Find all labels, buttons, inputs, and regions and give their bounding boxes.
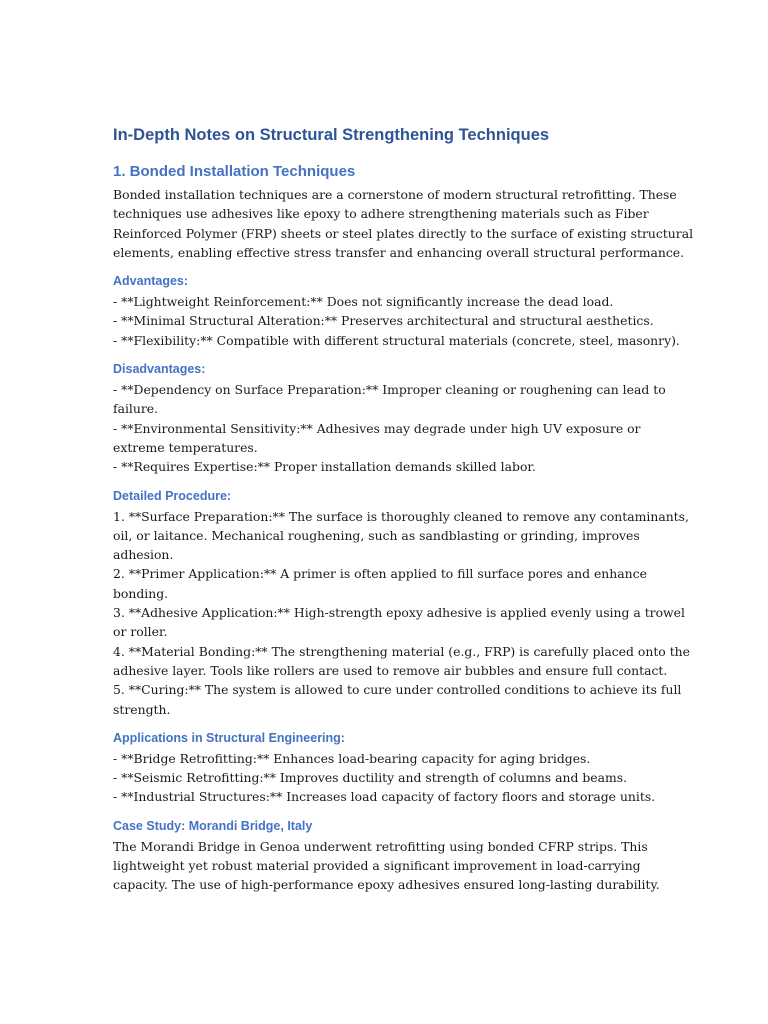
procedure-line: adhesive layer. Tools like rollers are used to remove air bubbles and ensure full contact. (113, 662, 668, 678)
advantage-item: - **Lightweight Reinforcement:** Does not significantly increase the dead load. (113, 294, 614, 310)
disadvantage-line: extreme temperatures. (113, 439, 258, 455)
procedure-list (113, 507, 690, 719)
intro-line: techniques use adhesives like epoxy to adhere strengthening materials such as Fiber (113, 206, 649, 222)
intro-line: Reinforced Polymer (FRP) sheets or steel plates directly to the surface of existing structural (113, 225, 694, 241)
intro-line: Bonded installation techniques are a cornerstone of modern structural retrofitting. These (113, 187, 677, 202)
applications-heading: Applications in Structural Engineering: (113, 730, 345, 745)
application-item: - **Seismic Retrofitting:** Improves ductility and strength of columns and beams. (113, 770, 628, 786)
procedure-line: or roller. (113, 624, 168, 640)
advantage-item: - **Flexibility:** Compatible with different structural materials (concrete, steel, masonry). (113, 332, 680, 348)
disadvantage-line: - **Requires Expertise:** Proper installation demands skilled labor. (113, 459, 536, 475)
disadvantages-heading: Disadvantages: (113, 362, 206, 377)
procedure-line: 1. **Surface Preparation:** The surface is thoroughly cleaned to remove any contaminants, (113, 508, 689, 524)
case-study-heading: Case Study: Morandi Bridge, Italy (113, 818, 313, 833)
case-study-line: lightweight yet robust material provided a significant improvement in load-carrying (113, 858, 641, 874)
document-content (113, 124, 694, 895)
intro-paragraph (113, 185, 694, 262)
procedure-line: 3. **Adhesive Application:** High-strength epoxy adhesive is applied evenly using a trowel (113, 605, 685, 621)
procedure-line: 5. **Curing:** The system is allowed to cure under controlled conditions to achieve its full (113, 682, 682, 698)
procedure-line: 2. **Primer Application:** A primer is often applied to fill surface pores and enhance (113, 566, 647, 582)
disadvantage-line: failure. (113, 401, 159, 417)
intro-line: elements, enabling effective stress transfer and enhancing overall structural performance. (113, 244, 685, 260)
application-item: - **Bridge Retrofitting:** Enhances load-bearing capacity for aging bridges. (113, 750, 591, 766)
procedure-line: 4. **Material Bonding:** The strengthening material (e.g., FRP) is carefully placed onto the (113, 643, 690, 659)
procedure-line: adhesion. (113, 547, 174, 563)
case-study-line: capacity. The use of high-performance epoxy adhesives ensured long-lasting durability. (113, 877, 660, 893)
disadvantages-list (113, 380, 666, 476)
disadvantage-line: - **Environmental Sensitivity:** Adhesives may degrade under high UV exposure or (113, 420, 641, 436)
document-title: In-Depth Notes on Structural Strengthening Techniques (113, 126, 550, 144)
procedure-line: strength. (113, 701, 171, 717)
procedure-heading: Detailed Procedure: (113, 488, 232, 503)
advantage-item: - **Minimal Structural Alteration:** Preserves architectural and structural aesthetics. (113, 313, 654, 329)
procedure-line: oil, or laitance. Mechanical roughening, such as sandblasting or grinding, improves (113, 527, 640, 543)
application-item: - **Industrial Structures:** Increases load capacity of factory floors and storage units. (113, 789, 656, 805)
section-heading-bonded-installation: 1. Bonded Installation Techniques (113, 163, 356, 180)
procedure-line: bonding. (113, 585, 169, 601)
advantages-heading: Advantages: (113, 274, 189, 289)
case-study-line: The Morandi Bridge in Genoa underwent retrofitting using bonded CFRP strips. This (113, 838, 648, 854)
case-study-paragraph (113, 837, 658, 895)
advantages-list (113, 292, 680, 350)
applications-list (113, 749, 658, 807)
disadvantage-line: - **Dependency on Surface Preparation:** Improper cleaning or roughening can lead to (113, 382, 666, 398)
